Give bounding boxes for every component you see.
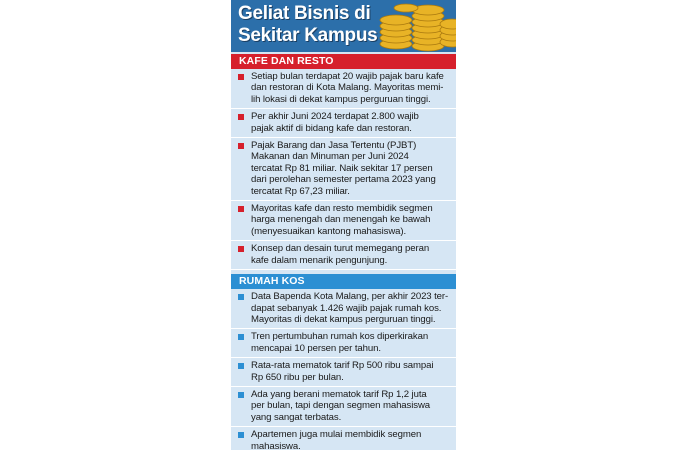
list-item: Mayoritas kafe dan resto membidik segmen harga menengah dan menengah ke bawah (menyesuaikan kantong mahasiswa). [231,201,456,241]
list-item: Data Bapenda Kota Malang, per akhir 2023 ter- dapat sebanyak 1.426 wajib pajak rumah kos. Mayoritas di dekat kampus perguruan tinggi. [231,289,456,329]
square-bullet-icon [238,392,244,398]
title-line-2: Sekitar Kampus [238,25,378,46]
list-item: Konsep dan desain turut memegang peran kafe dalam menarik pengunjung. [231,241,456,270]
header-banner [231,0,456,52]
square-bullet-icon [238,114,244,120]
list-item: Apartemen juga mulai membidik segmen mahasiswa. [231,427,456,450]
infographic-title [238,3,377,47]
list-item: Tren pertumbuhan rumah kos diperkirakan mencapai 10 persen per tahun. [231,329,456,358]
square-bullet-icon [238,432,244,438]
square-bullet-icon [238,74,244,80]
section-heading-rumah-kos: RUMAH KOS [231,274,456,289]
title-line-1: Geliat Bisnis di [238,3,371,24]
square-bullet-icon [238,143,244,149]
infographic-panel [231,0,456,450]
coin-stack-illustration [376,0,456,52]
list-item: Setiap bulan terdapat 20 wajib pajak baru kafe dan restoran di Kota Malang. Mayoritas memi- lih lokasi di dekat kampus perguruan tinggi. [231,69,456,109]
square-bullet-icon [238,206,244,212]
list-item: Ada yang berani mematok tarif Rp 1,2 juta per bulan, tapi dengan segmen mahasiswa yang sangat terbatas. [231,387,456,427]
section-heading-kafe-resto: KAFE DAN RESTO [231,54,456,69]
square-bullet-icon [238,294,244,300]
square-bullet-icon [238,334,244,340]
list-item: Per akhir Juni 2024 terdapat 2.800 wajib pajak aktif di bidang kafe dan restoran. [231,109,456,138]
square-bullet-icon [238,363,244,369]
list-item: Pajak Barang dan Jasa Tertentu (PJBT) Makanan dan Minuman per Juni 2024 tercatat Rp 81 miliar. Naik sekitar 17 persen dari perolehan semester pertama 2023 yang tercatat Rp 67,23 miliar. [231,138,456,201]
list-item: Rata-rata mematok tarif Rp 500 ribu sampai Rp 650 ribu per bulan. [231,358,456,387]
square-bullet-icon [238,246,244,252]
